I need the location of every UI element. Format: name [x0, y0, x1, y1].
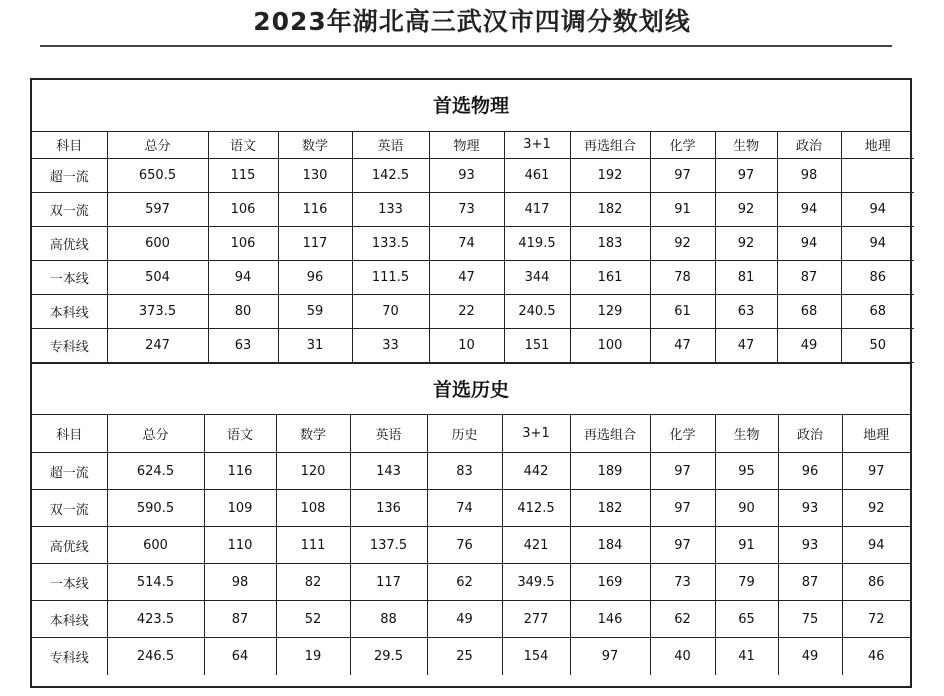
row-label: 本科线: [32, 294, 107, 328]
score-cell: 63: [208, 328, 278, 362]
score-cell: 10: [429, 328, 504, 362]
score-cell: 117: [350, 564, 427, 601]
score-cell: 90: [715, 490, 778, 527]
column-header: 再选组合: [570, 132, 650, 158]
score-cell: 133.5: [352, 226, 429, 260]
score-cell: 100: [570, 328, 650, 362]
column-header: 化学: [650, 415, 715, 453]
score-cell: 182: [570, 192, 650, 226]
row-label: 超一流: [32, 453, 107, 490]
score-cell: 52: [276, 601, 350, 638]
physics-section: [32, 80, 910, 363]
score-cell: 600: [107, 527, 204, 564]
row-label: 专科线: [32, 638, 107, 675]
score-cell: 183: [570, 226, 650, 260]
column-header: 数学: [278, 132, 352, 158]
column-header: 化学: [650, 132, 715, 158]
score-cell: 93: [778, 490, 842, 527]
score-cell: 49: [778, 638, 842, 675]
history-section: [32, 363, 910, 675]
score-cell: 161: [570, 260, 650, 294]
score-cell: 94: [777, 226, 841, 260]
score-cell: 130: [278, 158, 352, 192]
column-header: 语文: [208, 132, 278, 158]
score-cell: 349.5: [502, 564, 570, 601]
score-cell: 115: [208, 158, 278, 192]
row-label: 一本线: [32, 564, 107, 601]
history-table: [32, 415, 910, 675]
row-label: 本科线: [32, 601, 107, 638]
column-header: 数学: [276, 415, 350, 453]
column-header: 历史: [427, 415, 502, 453]
score-cell: 120: [276, 453, 350, 490]
document-title: 2023年湖北高三武汉市四调分数划线: [253, 7, 691, 36]
score-cell: 19: [276, 638, 350, 675]
score-cell: 597: [107, 192, 208, 226]
column-header: 英语: [352, 132, 429, 158]
score-cell: 81: [715, 260, 777, 294]
row-label: 一本线: [32, 260, 107, 294]
score-cell: 189: [570, 453, 650, 490]
score-cell: 247: [107, 328, 208, 362]
score-cell: 129: [570, 294, 650, 328]
row-label: 高优线: [32, 527, 107, 564]
score-cell: 111: [276, 527, 350, 564]
score-cell: 590.5: [107, 490, 204, 527]
score-cell: 87: [204, 601, 276, 638]
column-header: 科目: [32, 415, 107, 453]
table-row: [32, 453, 910, 490]
column-header: 语文: [204, 415, 276, 453]
table-row: [32, 260, 914, 294]
score-cell: 136: [350, 490, 427, 527]
score-cell: 68: [777, 294, 841, 328]
header-row: [32, 415, 910, 453]
score-cell: 49: [777, 328, 841, 362]
physics-table: [32, 132, 914, 363]
score-cell: 47: [429, 260, 504, 294]
table-row: [32, 527, 910, 564]
score-cell: 650.5: [107, 158, 208, 192]
score-cell: 423.5: [107, 601, 204, 638]
score-cell: 117: [278, 226, 352, 260]
score-cell: 72: [842, 601, 910, 638]
score-cell: 86: [842, 564, 910, 601]
score-cell: 146: [570, 601, 650, 638]
score-cell: 65: [715, 601, 778, 638]
score-cell: 110: [204, 527, 276, 564]
column-header: 总分: [107, 415, 204, 453]
column-header: 生物: [715, 132, 777, 158]
score-cell: 106: [208, 226, 278, 260]
score-cell: 47: [715, 328, 777, 362]
score-cell: 92: [842, 490, 910, 527]
score-cell: 74: [427, 490, 502, 527]
score-cell: 49: [427, 601, 502, 638]
table-row: [32, 192, 914, 226]
score-cell: 92: [715, 226, 777, 260]
score-cell: 75: [778, 601, 842, 638]
table-row: [32, 158, 914, 192]
score-cell: 78: [650, 260, 715, 294]
score-cell: 93: [429, 158, 504, 192]
score-cell: 182: [570, 490, 650, 527]
score-cell: 41: [715, 638, 778, 675]
score-cell: 97: [650, 490, 715, 527]
score-cell: 68: [841, 294, 914, 328]
score-cell: 97: [650, 158, 715, 192]
column-header: 政治: [778, 415, 842, 453]
table-row: [32, 328, 914, 362]
score-cell: 419.5: [504, 226, 570, 260]
column-header: 地理: [841, 132, 914, 158]
column-header: 3+1: [502, 415, 570, 453]
history-section-title: 首选历史: [32, 363, 910, 415]
score-cell: 97: [650, 453, 715, 490]
score-cell: 344: [504, 260, 570, 294]
score-cell: 116: [204, 453, 276, 490]
score-cell: 79: [715, 564, 778, 601]
score-cell: 97: [715, 158, 777, 192]
score-cell: 61: [650, 294, 715, 328]
score-cell: 240.5: [504, 294, 570, 328]
score-table: [30, 78, 912, 688]
score-cell: 137.5: [350, 527, 427, 564]
score-cell: 94: [841, 192, 914, 226]
score-cell: 442: [502, 453, 570, 490]
score-cell: 96: [278, 260, 352, 294]
score-cell: 412.5: [502, 490, 570, 527]
score-cell: 600: [107, 226, 208, 260]
score-cell: 154: [502, 638, 570, 675]
score-cell: 63: [715, 294, 777, 328]
column-header: 生物: [715, 415, 778, 453]
score-cell: 95: [715, 453, 778, 490]
score-cell: 62: [427, 564, 502, 601]
score-cell: 62: [650, 601, 715, 638]
score-cell: 92: [715, 192, 777, 226]
column-header: 地理: [842, 415, 910, 453]
score-cell: 97: [842, 453, 910, 490]
score-cell: 73: [650, 564, 715, 601]
score-cell: 70: [352, 294, 429, 328]
score-cell: 116: [278, 192, 352, 226]
score-cell: [841, 158, 914, 192]
row-label: 高优线: [32, 226, 107, 260]
score-cell: 92: [650, 226, 715, 260]
score-cell: 461: [504, 158, 570, 192]
row-label: 双一流: [32, 192, 107, 226]
title-underline: [40, 45, 892, 47]
column-header: 3+1: [504, 132, 570, 158]
score-cell: 47: [650, 328, 715, 362]
score-cell: 80: [208, 294, 278, 328]
score-cell: 111.5: [352, 260, 429, 294]
score-cell: 192: [570, 158, 650, 192]
score-cell: 94: [777, 192, 841, 226]
score-cell: 98: [204, 564, 276, 601]
score-cell: 40: [650, 638, 715, 675]
score-cell: 514.5: [107, 564, 204, 601]
score-cell: 277: [502, 601, 570, 638]
table-row: [32, 564, 910, 601]
row-label: 专科线: [32, 328, 107, 362]
score-cell: 97: [570, 638, 650, 675]
score-cell: 25: [427, 638, 502, 675]
score-cell: 46: [842, 638, 910, 675]
score-cell: 33: [352, 328, 429, 362]
header-row: [32, 132, 914, 158]
score-cell: 421: [502, 527, 570, 564]
score-cell: 624.5: [107, 453, 204, 490]
score-cell: 87: [777, 260, 841, 294]
score-cell: 86: [841, 260, 914, 294]
score-cell: 106: [208, 192, 278, 226]
score-cell: 133: [352, 192, 429, 226]
score-cell: 93: [778, 527, 842, 564]
score-cell: 504: [107, 260, 208, 294]
table-row: [32, 638, 910, 675]
column-header: 英语: [350, 415, 427, 453]
score-cell: 83: [427, 453, 502, 490]
score-cell: 74: [429, 226, 504, 260]
score-cell: 22: [429, 294, 504, 328]
score-cell: 96: [778, 453, 842, 490]
score-cell: 151: [504, 328, 570, 362]
score-cell: 31: [278, 328, 352, 362]
score-cell: 94: [208, 260, 278, 294]
score-cell: 184: [570, 527, 650, 564]
score-cell: 82: [276, 564, 350, 601]
column-header: 总分: [107, 132, 208, 158]
score-cell: 50: [841, 328, 914, 362]
score-cell: 64: [204, 638, 276, 675]
score-cell: 94: [842, 527, 910, 564]
column-header: 再选组合: [570, 415, 650, 453]
column-header: 政治: [777, 132, 841, 158]
score-cell: 109: [204, 490, 276, 527]
score-cell: 373.5: [107, 294, 208, 328]
score-cell: 76: [427, 527, 502, 564]
score-cell: 87: [778, 564, 842, 601]
score-cell: 91: [715, 527, 778, 564]
column-header: 物理: [429, 132, 504, 158]
table-row: [32, 601, 910, 638]
score-cell: 108: [276, 490, 350, 527]
score-cell: 88: [350, 601, 427, 638]
column-header: 科目: [32, 132, 107, 158]
score-cell: 98: [777, 158, 841, 192]
score-cell: 97: [650, 527, 715, 564]
score-cell: 94: [841, 226, 914, 260]
score-cell: 91: [650, 192, 715, 226]
score-cell: 29.5: [350, 638, 427, 675]
score-cell: 169: [570, 564, 650, 601]
table-row: [32, 490, 910, 527]
row-label: 超一流: [32, 158, 107, 192]
score-cell: 59: [278, 294, 352, 328]
table-row: [32, 294, 914, 328]
score-cell: 246.5: [107, 638, 204, 675]
score-cell: 142.5: [352, 158, 429, 192]
table-row: [32, 226, 914, 260]
score-cell: 143: [350, 453, 427, 490]
physics-section-title: 首选物理: [32, 80, 910, 132]
score-cell: 417: [504, 192, 570, 226]
row-label: 双一流: [32, 490, 107, 527]
score-cell: 73: [429, 192, 504, 226]
